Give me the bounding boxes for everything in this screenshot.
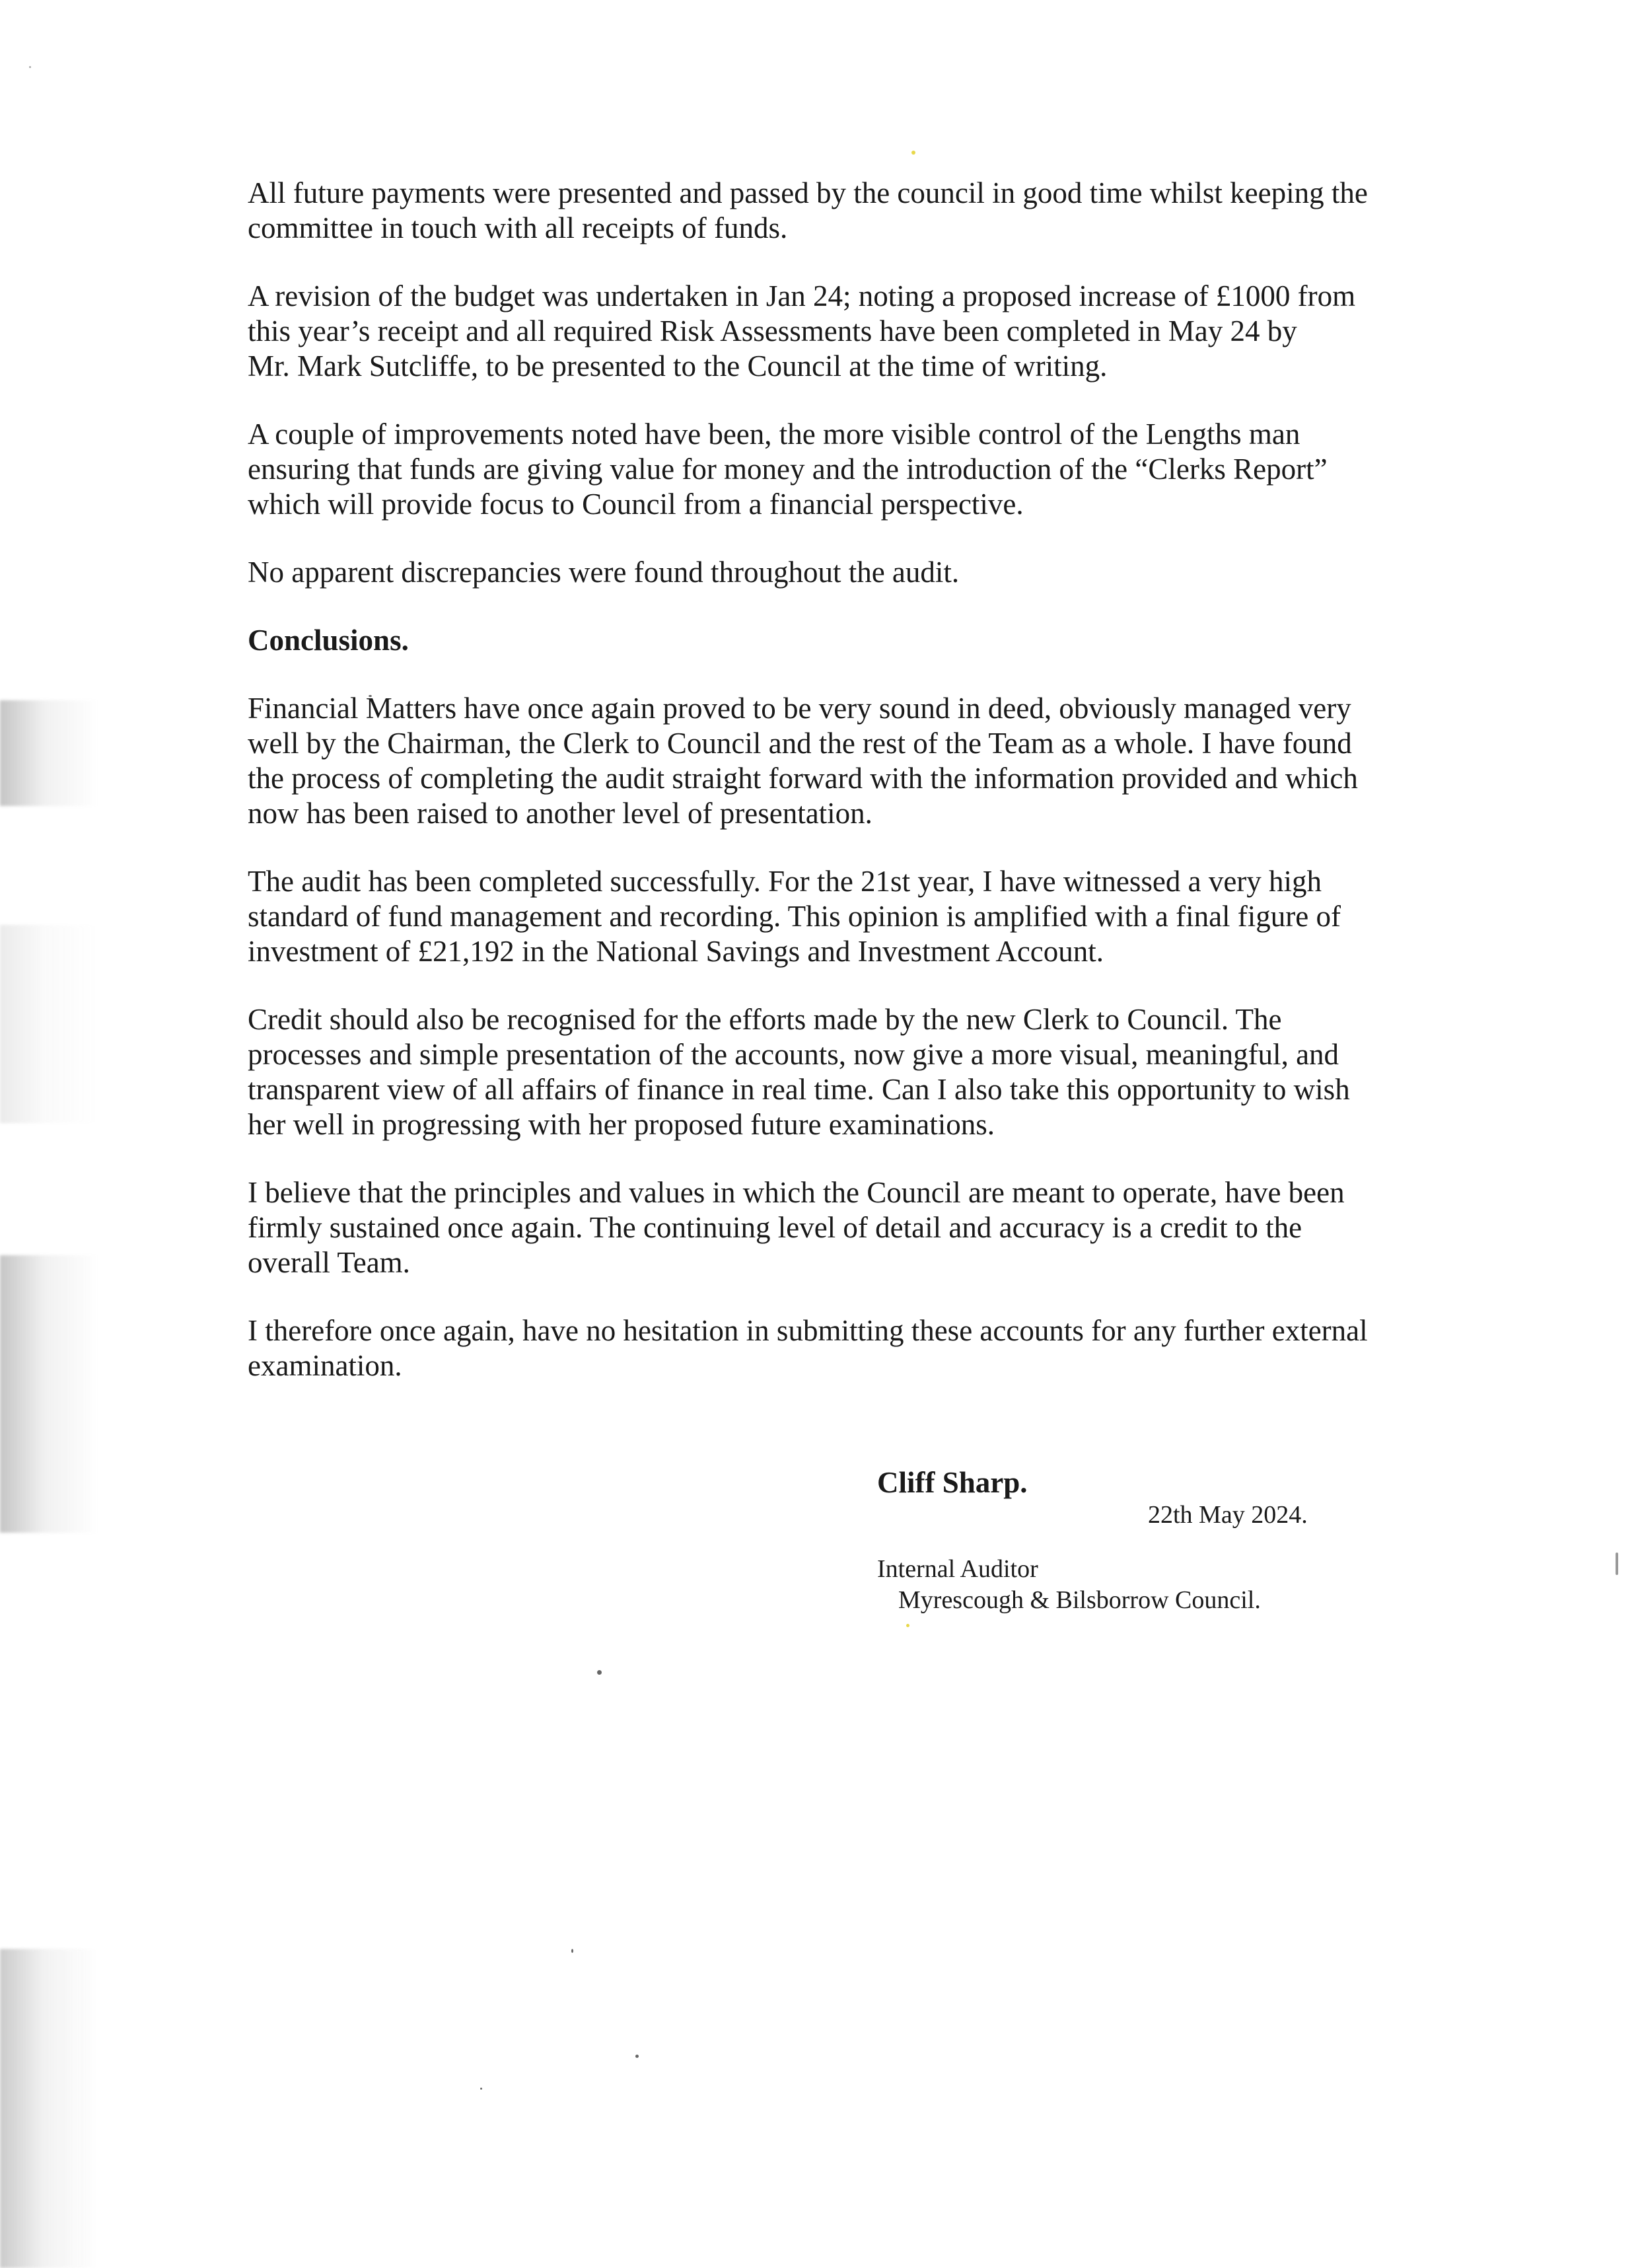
conclusion-paragraph: I therefore once again, have no hesitation in submitting these accounts for any further external examination. — [248, 1314, 1368, 1382]
scan-speck — [480, 2088, 482, 2090]
scan-speck — [1616, 1553, 1618, 1575]
conclusion-paragraph: The audit has been completed successfully. For the 21st year, I have witnessed a very high standard of fund management and recording. This opinion is amplified with a final figure of investment of £21,192 in the National Savings and Investment Account. — [248, 865, 1341, 968]
signatory-title: Internal Auditor — [877, 1555, 1038, 1583]
scan-speck — [571, 1949, 573, 1953]
scan-shadow — [0, 1255, 99, 1533]
signature-date: 22th May 2024. — [1148, 1501, 1308, 1529]
scan-shadow — [0, 700, 99, 806]
scan-shadow — [0, 1949, 99, 2268]
conclusion-paragraph: Financial Matters have once again proved to be very sound in deed, obviously managed very well by the Chairman, the Clerk to Council and the rest of the Team as a whole. I have found the process of completing the audit straight forward with the information provided and which now has been raised to another level of presentation. — [248, 692, 1358, 830]
conclusion-paragraph: Credit should also be recognised for the efforts made by the new Clerk to Council. The processes and simple presentation of the accounts, now give a more visual, meaningful, and transparent view of all affairs of finance in real time. Can I also take this opportunity to wish her well in progressing with her proposed future examinations. — [248, 1003, 1350, 1141]
scan-speck — [29, 66, 31, 68]
conclusion-paragraph: I believe that the principles and values in which the Council are meant to operate, have been firmly sustained once again. The continuing level of detail and accuracy is a credit to the overall Team. — [248, 1176, 1345, 1279]
scan-speck — [911, 151, 915, 155]
scan-speck — [906, 1624, 909, 1627]
body-paragraph: A couple of improvements noted have been, the more visible control of the Lengths man ensuring that funds are giving value for money and the introduction of the “Clerks Report” which will provide focus to Council from a financial perspective. — [248, 418, 1328, 521]
letter-body — [248, 176, 1397, 1416]
scan-speck — [635, 2055, 639, 2058]
scan-speck — [597, 1670, 602, 1675]
scan-shadow — [0, 925, 99, 1123]
signatory-organisation: Myrescough & Bilsborrow Council. — [898, 1586, 1261, 1614]
body-paragraph: A revision of the budget was undertaken in Jan 24; noting a proposed increase of £1000 from this year’s receipt and all required Risk Assessments have been completed in May 24 by Mr. Mark Sutcliffe, to be presented to the Council at the time of writing. — [248, 279, 1356, 383]
conclusions-heading: Conclusions. — [248, 624, 409, 657]
body-paragraph: No apparent discrepancies were found throughout the audit. — [248, 556, 960, 589]
body-paragraph: All future payments were presented and passed by the council in good time whilst keeping the committee in touch with all receipts of funds. — [248, 176, 1368, 244]
signatory-name: Cliff Sharp. — [877, 1466, 1028, 1499]
